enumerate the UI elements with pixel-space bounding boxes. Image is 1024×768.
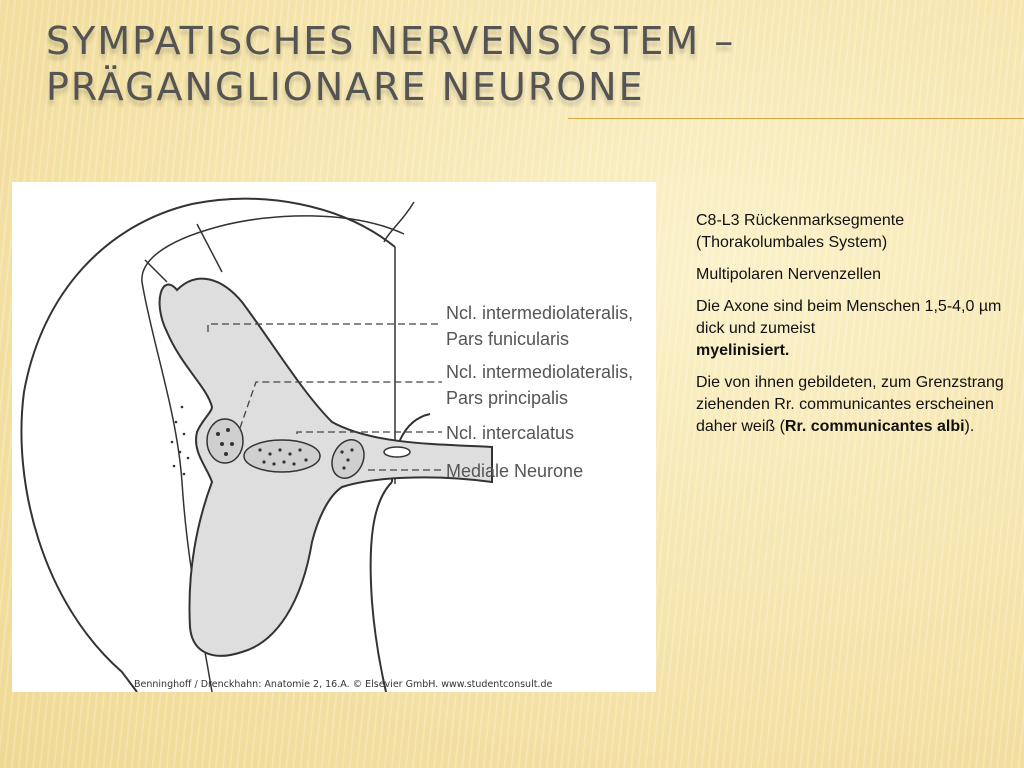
system-line: (Thorakolumbales System)	[696, 234, 888, 251]
label-pars-funicularis: Pars funicularis	[446, 329, 570, 349]
grey-matter	[160, 279, 492, 656]
slide-text-block	[696, 210, 1018, 448]
communicantes-end: ).	[964, 418, 975, 435]
paragraph-axone	[696, 296, 1018, 362]
communicantes-text: Die von ihnen gebildeten, zum Grenzstrang ziehenden Rr. communicantes erscheinen daher weiß (	[696, 374, 1004, 435]
axone-bold: myelinisiert.	[696, 342, 790, 359]
paragraph-communicantes	[696, 372, 1018, 438]
paragraph-multipolar: Multipolaren Nervenzellen	[696, 266, 881, 283]
label-ncl-intermediolateralis-2: Ncl. intermediolateralis,	[446, 362, 634, 382]
paragraph-segments	[696, 210, 1018, 254]
ncl-intercalatus-cluster	[244, 440, 320, 472]
axone-text: Die Axone sind beim Menschen 1,5-4,0 µm dick und zumeist	[696, 298, 1002, 337]
slide-title-line-2: PRÄGANGLIONARE NEURONE	[46, 65, 645, 109]
label-mediale-neurone: Mediale Neurone	[446, 461, 584, 481]
label-ncl-intermediolateralis-1: Ncl. intermediolateralis,	[446, 303, 634, 323]
ncl-intermediolateralis-principalis-cluster	[207, 419, 243, 463]
spinal-cord-ventral-outline	[371, 482, 392, 692]
label-ncl-intercalatus: Ncl. intercalatus	[446, 423, 575, 443]
segments-line: C8-L3 Rückenmarksegmente	[696, 212, 905, 229]
figure-caption: Benninghoff / Drenckhahn: Anatomie 2, 16.A. © Elsevier GmbH. www.studentconsult.de	[134, 679, 553, 690]
title-divider	[568, 118, 1024, 119]
dorsal-root-line-2	[197, 224, 222, 272]
spinal-cord-diagram	[12, 182, 656, 692]
slide-title	[46, 18, 735, 110]
dorsal-median-cap	[384, 202, 414, 242]
spinal-cord-figure	[12, 182, 656, 692]
label-pars-principalis: Pars principalis	[446, 388, 569, 408]
central-canal	[384, 447, 410, 457]
dorsal-root-line-1	[145, 260, 167, 282]
communicantes-bold: Rr. communicantes albi	[784, 418, 965, 435]
slide-title-line-1: SYMPATISCHES NERVENSYSTEM –	[46, 19, 736, 63]
